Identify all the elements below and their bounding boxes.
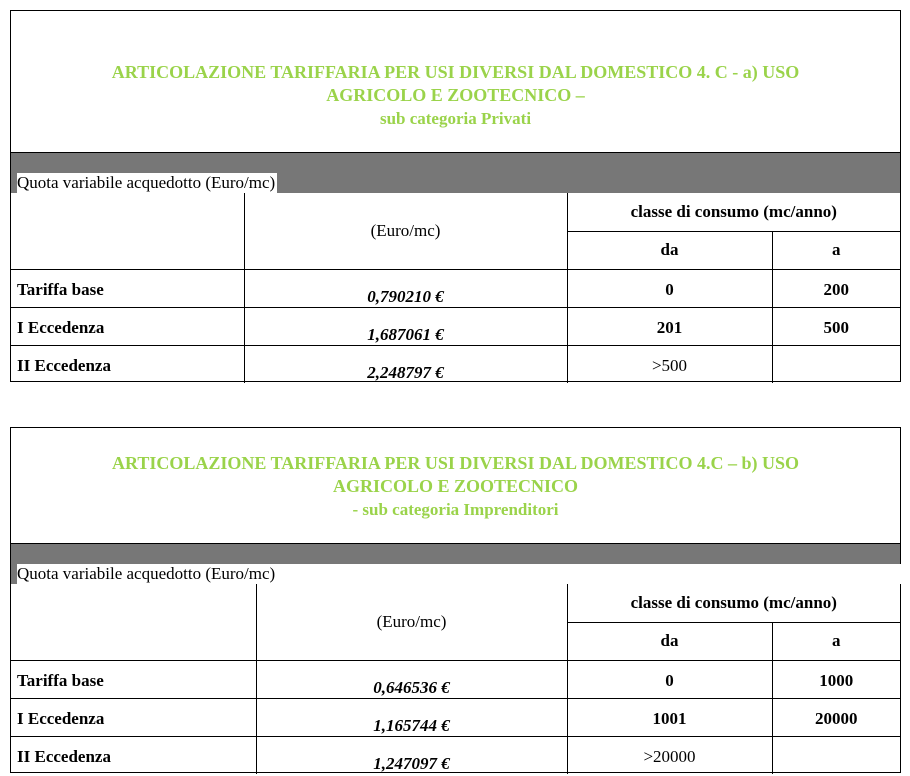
row-label: I Eccedenza (11, 698, 256, 736)
title-line-3: - sub categoria Imprenditori (352, 500, 559, 519)
table-row (11, 269, 900, 307)
row-from: 0 (567, 269, 772, 307)
row-from: 0 (567, 660, 772, 698)
row-to: 200 (772, 269, 900, 307)
class-header: classe di consumo (mc/anno) (567, 584, 900, 622)
to-header: a (772, 231, 900, 269)
tariff-table (11, 193, 900, 383)
band-label: Quota variabile acquedotto (Euro/mc) (17, 173, 276, 192)
row-price: 1,165744 € (256, 698, 567, 736)
table-row (11, 307, 900, 345)
tariff-title (11, 428, 900, 543)
tariff-block-imprenditori (10, 427, 901, 773)
row-label: Tariffa base (11, 269, 244, 307)
row-to: 1000 (772, 660, 900, 698)
row-from: >20000 (567, 736, 772, 774)
row-from: >500 (567, 345, 772, 383)
row-from: 201 (567, 307, 772, 345)
title-line-3: sub categoria Privati (379, 109, 532, 128)
header-blank-cell (11, 584, 256, 660)
row-price: 0,790210 € (244, 269, 567, 307)
section-band (11, 543, 900, 584)
row-price: 2,248797 € (244, 345, 567, 383)
row-label: I Eccedenza (11, 307, 244, 345)
header-blank-cell (11, 193, 244, 269)
row-to: 20000 (772, 698, 900, 736)
from-header: da (567, 622, 772, 660)
band-label: Quota variabile acquedotto (Euro/mc) (17, 564, 908, 584)
class-header: classe di consumo (mc/anno) (567, 193, 900, 231)
row-to (772, 345, 900, 383)
row-price: 1,687061 € (244, 307, 567, 345)
tariff-block-privati (10, 10, 901, 382)
row-to: 500 (772, 307, 900, 345)
row-price: 0,646536 € (256, 660, 567, 698)
title-line-1: ARTICOLAZIONE TARIFFARIA PER USI DIVERSI DAL DOMESTICO 4. C - a) USO (111, 62, 800, 82)
unit-header: (Euro/mc) (244, 193, 567, 269)
table-row (11, 698, 900, 736)
row-label: II Eccedenza (11, 345, 244, 383)
title-line-2: AGRICOLO E ZOOTECNICO – (326, 85, 585, 105)
table-row (11, 345, 900, 383)
table-row (11, 736, 900, 774)
title-line-1: ARTICOLAZIONE TARIFFARIA PER USI DIVERSI DAL DOMESTICO 4.C – b) USO (112, 453, 799, 473)
from-header: da (567, 231, 772, 269)
row-label: Tariffa base (11, 660, 256, 698)
title-line-2: AGRICOLO E ZOOTECNICO (332, 476, 579, 496)
row-price: 1,247097 € (256, 736, 567, 774)
table-row (11, 660, 900, 698)
tariff-table (11, 584, 900, 774)
section-band (11, 152, 900, 193)
row-to (772, 736, 900, 774)
to-header: a (772, 622, 900, 660)
tariff-title (11, 11, 900, 152)
row-from: 1001 (567, 698, 772, 736)
unit-header: (Euro/mc) (256, 584, 567, 660)
row-label: II Eccedenza (11, 736, 256, 774)
